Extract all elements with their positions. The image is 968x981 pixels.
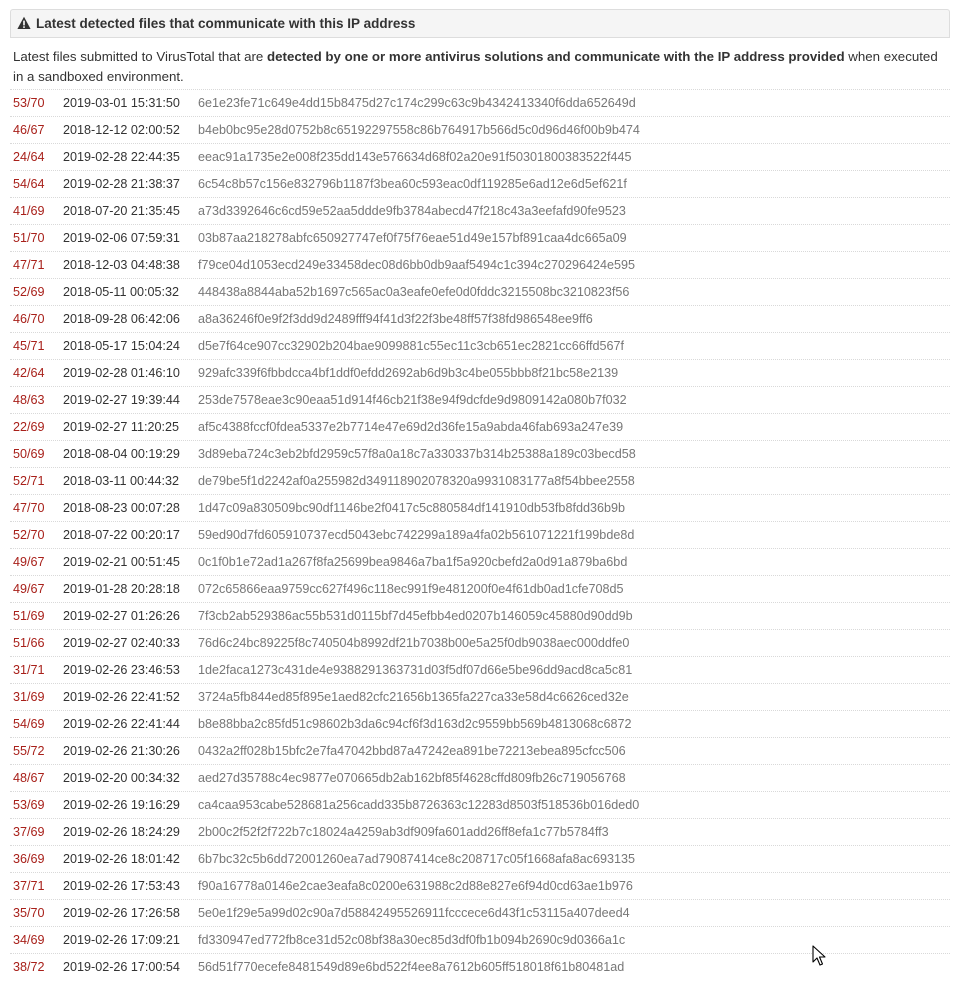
detection-ratio: 50/69 — [13, 447, 45, 461]
scan-date: 2018-05-17 15:04:24 — [63, 339, 180, 353]
scan-date: 2019-02-26 17:00:54 — [63, 960, 180, 974]
file-hash-link[interactable]: 5e0e1f29e5a99d02c90a7d58842495526911fccceсe6d43f1c53115a407deed4 — [198, 906, 630, 920]
scan-date: 2018-09-28 06:42:06 — [63, 312, 180, 326]
detection-ratio: 35/70 — [13, 906, 45, 920]
file-hash-link[interactable]: aed27d35788c4ec9877e070665db2ab162bf85f4628cffd809fb26c719056768 — [198, 771, 626, 785]
mouse-cursor-icon — [812, 945, 826, 967]
scan-date: 2019-02-27 02:40:33 — [63, 636, 180, 650]
description-bold: detected by one or more antivirus solutions and communicate with the IP address provided — [267, 49, 845, 64]
file-row — [10, 359, 950, 386]
detection-ratio: 52/71 — [13, 474, 45, 488]
file-hash-link[interactable]: d5e7f64ce907cc32902b204bae9099881c55ec11c3cb651ec2821cc66ffd567f — [198, 339, 625, 353]
detection-ratio: 31/71 — [13, 663, 45, 677]
scan-date: 2019-02-28 21:38:37 — [63, 177, 180, 191]
description-text-1: Latest files submitted to VirusTotal that are — [13, 49, 268, 64]
detected-files-list — [10, 89, 950, 980]
scan-date: 2019-03-01 15:31:50 — [63, 96, 180, 110]
file-row — [10, 386, 950, 413]
scan-date: 2018-08-04 00:19:29 — [63, 447, 180, 461]
file-hash-link[interactable]: 2b00c2f52f2f722b7c18024a4259ab3df909fa601add26ff8efa1c77b5784ff3 — [198, 825, 609, 839]
file-row — [10, 710, 950, 737]
scan-date: 2018-07-22 00:20:17 — [63, 528, 180, 542]
file-hash-link[interactable]: 76d6c24bc89225f8c740504b8992df21b7038b00e5a25f0db9038aec000ddfe0 — [198, 636, 630, 650]
file-hash-link[interactable]: f90a16778a0146e2cae3eafa8c0200e631988c2d88e827e6f94d0cd63ae1b976 — [198, 879, 633, 893]
file-hash-link[interactable]: 0c1f0b1e72ad1a267f8fa25699bea9846a7ba1f5a920cbefd2a0d91a879ba6bd — [198, 555, 628, 569]
description-text-2: when executed in a sandboxed environment. — [13, 49, 938, 84]
scan-date: 2018-03-11 00:44:32 — [63, 474, 180, 488]
file-row — [10, 467, 950, 494]
scan-date: 2019-02-26 22:41:44 — [63, 717, 180, 731]
scan-date: 2019-02-28 22:44:35 — [63, 150, 180, 164]
file-row — [10, 845, 950, 872]
detection-ratio: 55/72 — [13, 744, 45, 758]
detection-ratio: 48/67 — [13, 771, 45, 785]
detection-ratio: 38/72 — [13, 960, 45, 974]
detection-ratio: 31/69 — [13, 690, 45, 704]
file-row — [10, 197, 950, 224]
detection-ratio: 53/70 — [13, 96, 45, 110]
scan-date: 2019-02-26 18:01:42 — [63, 852, 180, 866]
file-hash-link[interactable]: 1de2faca1273c431de4e9388291363731d03f5df07d66e5be96dd9acd8ca5c81 — [198, 663, 633, 677]
file-row — [10, 305, 950, 332]
file-hash-link[interactable]: f79ce04d1053ecd249e33458dec08d6bb0db9aaf5494c1c394c270296424e595 — [198, 258, 636, 272]
file-hash-link[interactable]: 7f3cb2ab529386ac55b531d0115bf7d45efbb4ed0207b146059c45880d90dd9b — [198, 609, 633, 623]
file-hash-link[interactable]: 59ed90d7fd605910737ecd5043ebc742299a189a4fa02b561071221f199bde8d — [198, 528, 635, 542]
file-row — [10, 953, 950, 980]
file-hash-link[interactable]: 6e1e23fe71c649e4dd15b8475d27c174c299c63c9b4342413340f6dda652649d — [198, 96, 636, 110]
file-row — [10, 899, 950, 926]
detection-ratio: 46/70 — [13, 312, 45, 326]
file-hash-link[interactable]: 1d47c09a830509bc90df1146be2f0417c5c880584df141910db53fb8fdd36b9b — [198, 501, 625, 515]
scan-date: 2019-02-27 11:20:25 — [63, 420, 180, 434]
file-hash-link[interactable]: de79be5f1d2242af0a255982d349118902078320a9931083177a8f54bbee2558 — [198, 474, 635, 488]
scan-date: 2019-02-21 00:51:45 — [63, 555, 180, 569]
scan-date: 2018-12-12 02:00:52 — [63, 123, 180, 137]
detection-ratio: 47/70 — [13, 501, 45, 515]
file-hash-link[interactable]: 448438a8844aba52b1697c565ac0a3eafe0efe0d0fddc3215508bc3210823f56 — [198, 285, 630, 299]
file-row — [10, 818, 950, 845]
detection-ratio: 52/69 — [13, 285, 45, 299]
file-row — [10, 791, 950, 818]
file-hash-link[interactable]: a8a36246f0e9f2f3dd9d2489fff94f41d3f22f3be48ff57f38fd986548ee9ff6 — [198, 312, 593, 326]
file-hash-link[interactable]: 3724a5fb844ed85f895e1aed82cfc21656b1365fa227ca33e58d4c6626ced32e — [198, 690, 629, 704]
detection-ratio: 51/70 — [13, 231, 45, 245]
detected-files-panel — [10, 9, 950, 980]
scan-date: 2018-05-11 00:05:32 — [63, 285, 180, 299]
file-row — [10, 170, 950, 197]
scan-date: 2018-12-03 04:48:38 — [63, 258, 180, 272]
file-hash-link[interactable]: a73d3392646c6cd59e52aa5ddde9fb3784abecd47f218c43a3eefafd90fe9523 — [198, 204, 626, 218]
scan-date: 2019-02-26 19:16:29 — [63, 798, 180, 812]
detection-ratio: 24/64 — [13, 150, 45, 164]
scan-date: 2019-02-27 19:39:44 — [63, 393, 180, 407]
file-row — [10, 926, 950, 953]
detection-ratio: 51/66 — [13, 636, 45, 650]
detection-ratio: 54/64 — [13, 177, 45, 191]
file-row — [10, 440, 950, 467]
file-row — [10, 224, 950, 251]
detection-ratio: 47/71 — [13, 258, 45, 272]
file-hash-link[interactable]: af5c4388fccf0fdea5337e2b7714e47e69d2d36fe15a9abda46fab693a247e39 — [198, 420, 624, 434]
scan-date: 2019-02-27 01:26:26 — [63, 609, 180, 623]
file-hash-link[interactable]: 0432a2ff028b15bfc2e7fa47042bbd87a47242ea891be72213ebea895cfcc506 — [198, 744, 626, 758]
detection-ratio: 42/64 — [13, 366, 45, 380]
file-hash-link[interactable]: 03b87aa218278abfc650927747ef0f75f76eae51d49e157bf891caa4dc665a09 — [198, 231, 627, 245]
detection-ratio: 22/69 — [13, 420, 45, 434]
file-row — [10, 737, 950, 764]
file-hash-link[interactable]: 929afc339f6fbbdcca4bf1ddf0efdd2692ab6d9b3c4be055bbb8f21bc58e2139 — [198, 366, 619, 380]
file-hash-link[interactable]: b4eb0bc95e28d0752b8c65192297558c86b764917b566d5c0d96d46f00b9b474 — [198, 123, 640, 137]
file-row — [10, 89, 950, 116]
detection-ratio: 45/71 — [13, 339, 45, 353]
scan-date: 2018-08-23 00:07:28 — [63, 501, 180, 515]
detection-ratio: 46/67 — [13, 123, 45, 137]
detection-ratio: 48/63 — [13, 393, 45, 407]
file-row — [10, 116, 950, 143]
file-hash-link[interactable]: fd330947ed772fb8ce31d52c08bf38a30ec85d3df0fb1b094b2690c9d0366a1c — [198, 933, 626, 947]
file-row — [10, 629, 950, 656]
scan-date: 2019-02-26 17:26:58 — [63, 906, 180, 920]
warning-icon — [17, 16, 31, 30]
file-row — [10, 656, 950, 683]
file-row — [10, 278, 950, 305]
file-row — [10, 494, 950, 521]
detection-ratio: 41/69 — [13, 204, 45, 218]
detection-ratio: 49/67 — [13, 582, 45, 596]
scan-date: 2019-02-26 23:46:53 — [63, 663, 180, 677]
detection-ratio: 51/69 — [13, 609, 45, 623]
scan-date: 2019-02-26 17:09:21 — [63, 933, 180, 947]
scan-date: 2019-02-26 17:53:43 — [63, 879, 180, 893]
detection-ratio: 49/67 — [13, 555, 45, 569]
detection-ratio: 54/69 — [13, 717, 45, 731]
scan-date: 2019-01-28 20:28:18 — [63, 582, 180, 596]
detection-ratio: 37/71 — [13, 879, 45, 893]
detection-ratio: 53/69 — [13, 798, 45, 812]
detection-ratio: 34/69 — [13, 933, 45, 947]
file-row — [10, 521, 950, 548]
file-row — [10, 143, 950, 170]
file-row — [10, 764, 950, 791]
file-row — [10, 548, 950, 575]
panel-heading — [10, 9, 950, 38]
file-hash-link[interactable]: eeac91a1735e2e008f235dd143e576634d68f02a20e91f50301800383522f445 — [198, 150, 632, 164]
file-hash-link[interactable]: b8e88bba2c85fd51c98602b3da6c94cf6f3d163d2c9559bb569b4813068c6872 — [198, 717, 632, 731]
scan-date: 2019-02-26 22:41:52 — [63, 690, 180, 704]
panel-description — [13, 47, 948, 87]
file-row — [10, 575, 950, 602]
file-row — [10, 683, 950, 710]
file-row — [10, 602, 950, 629]
file-row — [10, 413, 950, 440]
file-hash-link[interactable]: 56d51f770ecefe8481549d89e6bd522f4ee8a7612b605ff518018f61b80481ad — [198, 960, 625, 974]
scan-date: 2019-02-28 01:46:10 — [63, 366, 180, 380]
file-row — [10, 332, 950, 359]
scan-date: 2019-02-26 18:24:29 — [63, 825, 180, 839]
detection-ratio: 36/69 — [13, 852, 45, 866]
file-hash-link[interactable]: 072c65866eaa9759cc627f496c118ec991f9e481200f0e4f61db0ad1cfe708d5 — [198, 582, 624, 596]
file-hash-link[interactable]: 6b7bc32c5b6dd72001260ea7ad79087414ce8c208717c05f1668afa8ac693135 — [198, 852, 636, 866]
detection-ratio: 52/70 — [13, 528, 45, 542]
file-row — [10, 872, 950, 899]
detection-ratio: 37/69 — [13, 825, 45, 839]
file-hash-link[interactable]: 253de7578eae3c90eaa51d914f46cb21f38e94f9dcfde9d9809142a080b7f032 — [198, 393, 627, 407]
scan-date: 2019-02-20 00:34:32 — [63, 771, 180, 785]
file-hash-link[interactable]: 3d89eba724c3eb2bfd2959c57f8a0a18c7a330337b314b25388a189c03becd58 — [198, 447, 636, 461]
file-row — [10, 251, 950, 278]
file-hash-link[interactable]: 6c54c8b57c156e832796b1187f3bea60c593eac0df119285e6ad12e6d5ef621f — [198, 177, 627, 191]
file-hash-link[interactable]: ca4caa953cabe528681a256cadd335b8726363c12283d8503f518536b016ded0 — [198, 798, 640, 812]
scan-date: 2019-02-26 21:30:26 — [63, 744, 180, 758]
scan-date: 2018-07-20 21:35:45 — [63, 204, 180, 218]
scan-date: 2019-02-06 07:59:31 — [63, 231, 180, 245]
panel-title: Latest detected files that communicate with this IP address — [36, 16, 416, 31]
